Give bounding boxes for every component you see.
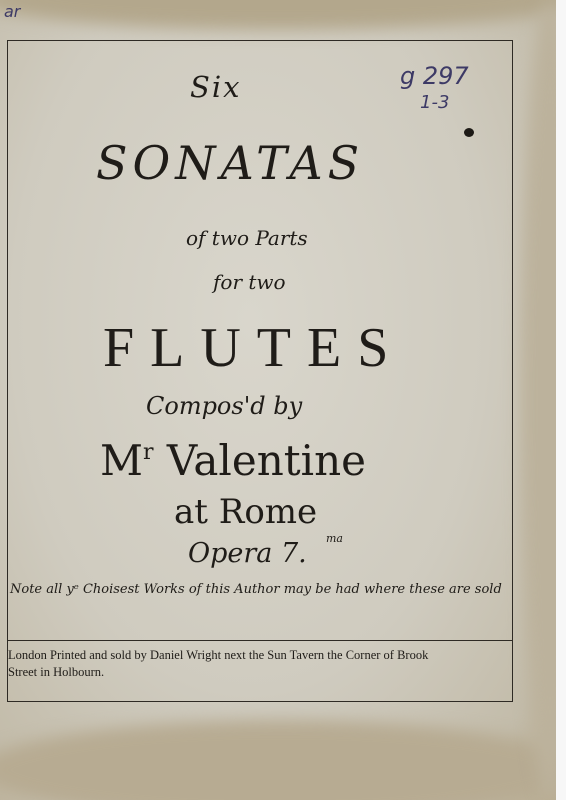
- shelfmark-number: g 297: [400, 62, 469, 90]
- composed-by: Compos'd by: [146, 392, 303, 420]
- composer-mr-superscript: r: [143, 440, 154, 465]
- composer-mr: M: [100, 436, 144, 485]
- opera-number: Opera 7.: [188, 538, 307, 569]
- shelfmark-volumes: 1-3: [420, 92, 450, 113]
- title-flutes: FLUTES: [103, 317, 405, 379]
- title-six: Six: [190, 70, 242, 104]
- imprint-divider: [7, 640, 513, 641]
- opera-superscript: ma: [326, 532, 343, 545]
- corner-note: ar: [4, 2, 21, 21]
- at-rome: at Rome: [174, 492, 318, 532]
- edge-stain-right: [520, 0, 556, 800]
- composer-name: Valentine: [166, 436, 366, 485]
- title-of-two-parts: of two Parts: [186, 226, 308, 250]
- availability-note: Note all yᵉ Choisest Works of this Author may be had where these are sold: [10, 582, 502, 597]
- edge-stain-top: [0, 0, 556, 30]
- title-sonatas: SONATAS: [96, 136, 365, 190]
- ink-blot: [464, 128, 474, 137]
- imprint-line-2: Street in Holbourn.: [8, 665, 105, 679]
- imprint-line-1: London Printed and sold by Daniel Wright next the Sun Tavern the Corner of Brook: [8, 648, 429, 662]
- scan-margin: [556, 0, 566, 800]
- edge-stain-bottom: [0, 720, 556, 800]
- composer-line: [100, 436, 366, 485]
- title-for-two: for two: [213, 270, 286, 294]
